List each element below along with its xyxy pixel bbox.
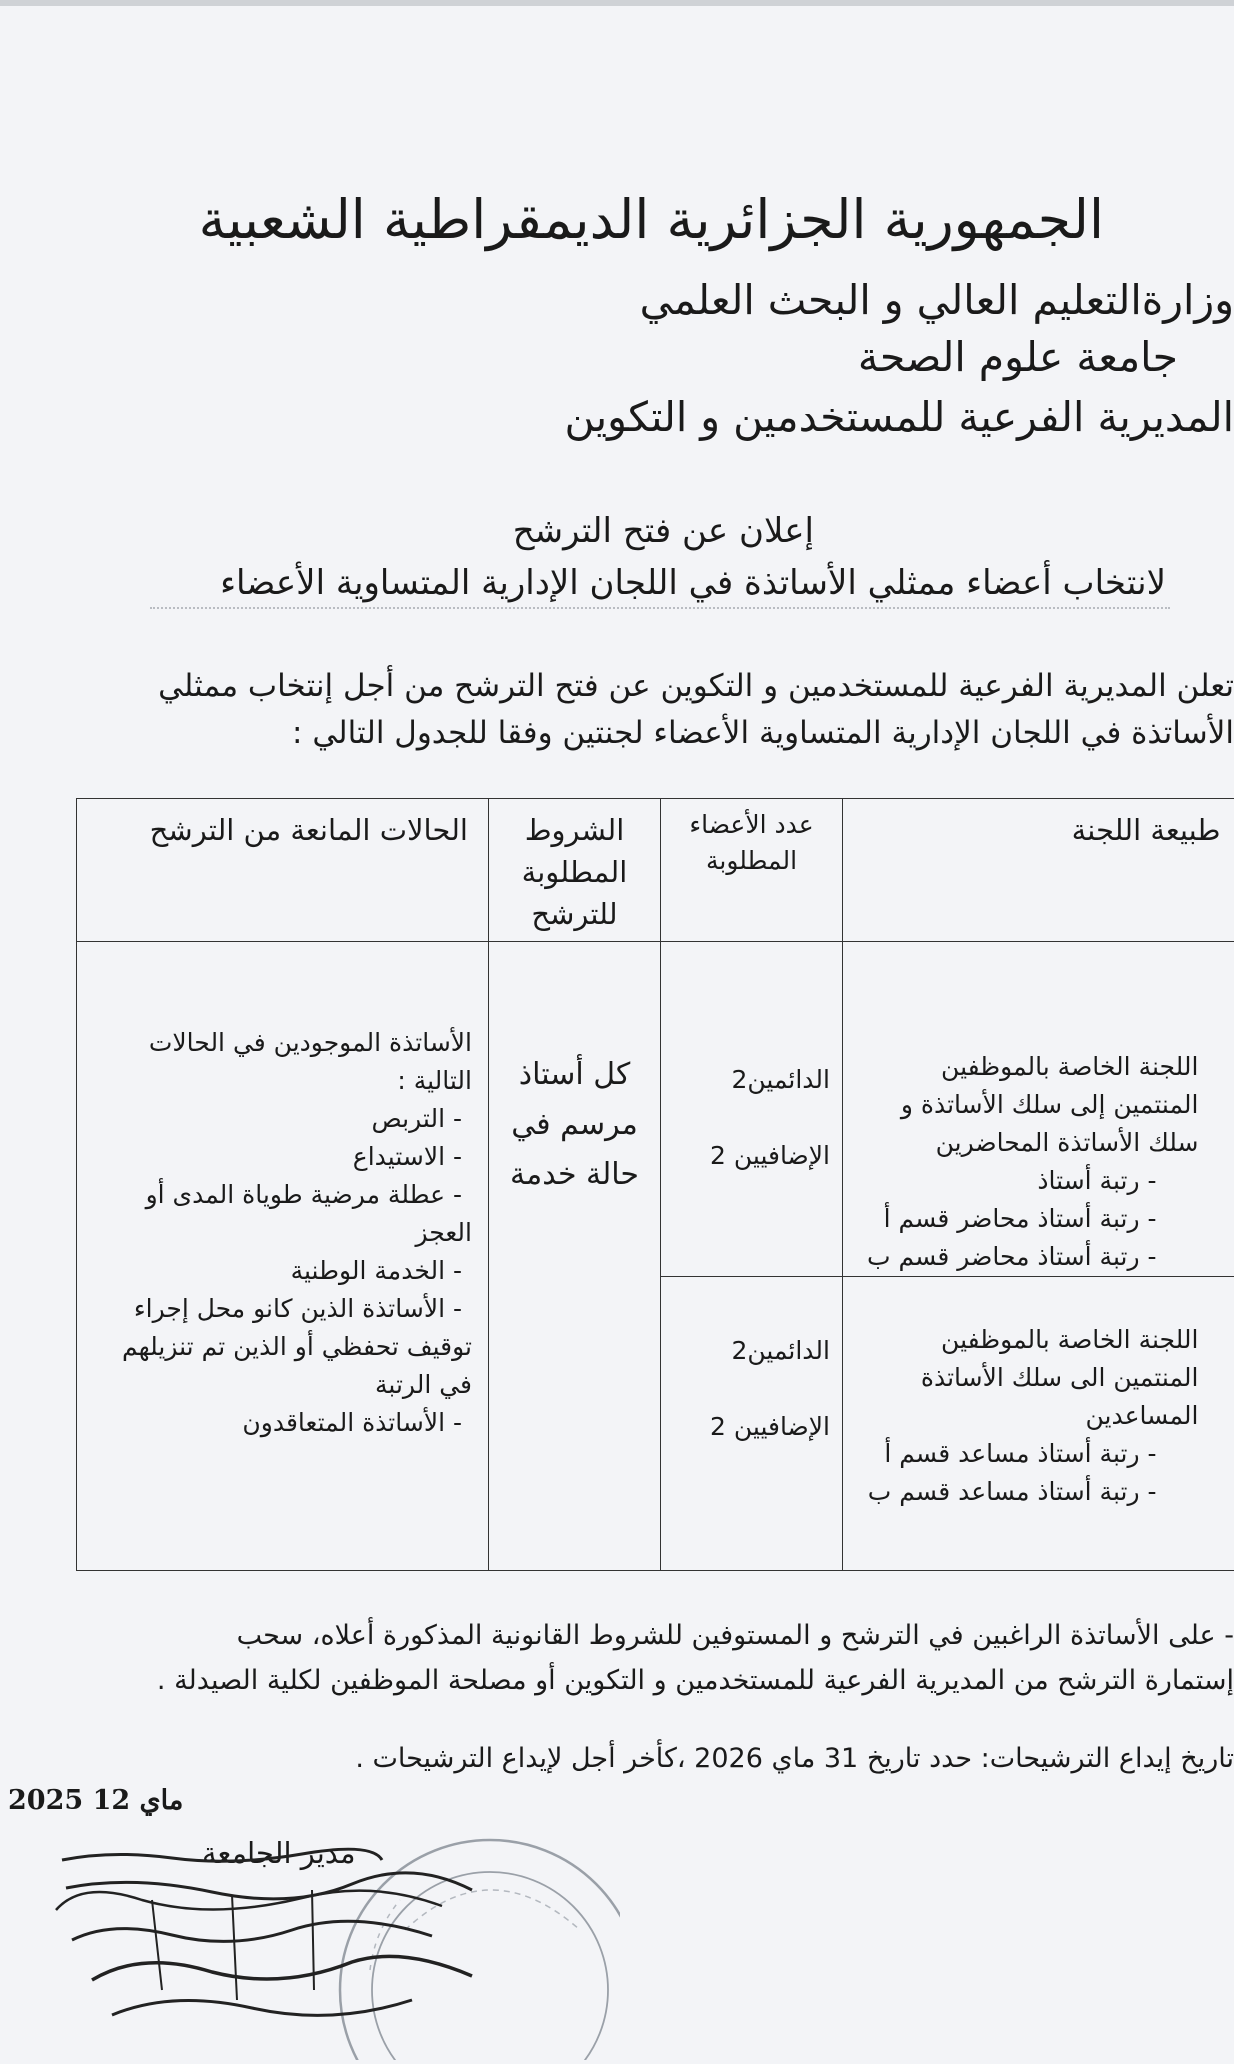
directorate-heading: المديرية الفرعية للمستخدمين و التكوين — [565, 393, 1234, 441]
header-conditions: الشروط المطلوبة للترشح — [489, 799, 660, 939]
footer-note-1: - على الأساتذة الراغبين في الترشح و المستوفين للشروط القانونية المذكورة أعلاه، سحب — [237, 1620, 1234, 1651]
preventing-line: توقيف تحفظي أو الذين تم تنزيلهم — [89, 1328, 472, 1366]
header-preventing-cell — [77, 799, 489, 942]
preventing-item: - الخدمة الوطنية — [89, 1252, 472, 1290]
scan-top-edge — [0, 0, 1234, 6]
committee-2-line: اللجنة الخاصة بالموظفين — [853, 1321, 1199, 1359]
header-nature: طبيعة اللجنة — [843, 799, 1234, 855]
dotted-underline — [150, 607, 1170, 609]
preventing-line: الأساتذة الموجودين في الحالات — [89, 1024, 472, 1062]
nature-cell — [843, 1277, 1234, 1571]
handwritten-date: 2025 ماي 12 — [8, 1785, 183, 1816]
preventing-line: العجز — [89, 1214, 472, 1252]
members-cell — [661, 1277, 843, 1571]
preventing-item: - الأساتذة المتعاقدون — [89, 1404, 472, 1442]
university-heading: جامعة علوم الصحة — [858, 333, 1178, 381]
preventing-line: في الرتبة — [89, 1366, 472, 1404]
committees-table — [76, 798, 1234, 1571]
preventing-cell — [77, 942, 489, 1571]
committee-1-line: اللجنة الخاصة بالموظفين — [853, 1048, 1199, 1086]
committee-1-line: المنتمين إلى سلك الأساتذة و — [853, 1086, 1199, 1124]
committee-1-description — [843, 942, 1234, 1276]
preventing-item: - التربص — [89, 1100, 472, 1138]
additional-members: الإضافيين 2 — [667, 1118, 830, 1194]
committee-1-line: سلك الأساتذة المحاضرين — [853, 1124, 1199, 1162]
signature-icon — [52, 1840, 492, 2048]
conditions-cell — [489, 942, 661, 1571]
announcement-title: إعلان عن فتح الترشح — [513, 511, 814, 551]
header-preventing: الحالات المانعة من الترشح — [77, 799, 488, 855]
condition-line: مرسم في — [497, 1100, 652, 1150]
preventing-item: - الأساتذة الذين كانو محل إجراء — [89, 1290, 472, 1328]
preventing-item: - الاستيداع — [89, 1138, 472, 1176]
committee-2-rank: - رتبة أستاذ مساعد قسم أ — [853, 1435, 1199, 1473]
republic-heading: الجمهورية الجزائرية الديمقراطية الشعبية — [199, 188, 1104, 251]
condition-line: كل أستاذ — [497, 1050, 652, 1100]
committee-2-members — [661, 1277, 842, 1465]
permanent-members: الدائمين2 — [667, 1042, 830, 1118]
committee-1-rank: - رتبة أستاذ محاضر قسم ب — [853, 1238, 1199, 1276]
committee-2-rank: - رتبة أستاذ مساعد قسم ب — [853, 1473, 1199, 1511]
additional-members: الإضافيين 2 — [667, 1389, 830, 1465]
committee-1-members — [661, 942, 842, 1194]
table-header-row — [77, 799, 1234, 942]
members-cell — [661, 942, 843, 1277]
committee-1-rank: - رتبة أستاذ محاضر قسم أ — [853, 1200, 1199, 1238]
permanent-members: الدائمين2 — [667, 1313, 830, 1389]
signatory-title: مدير الجامعة — [202, 1836, 356, 1870]
nature-cell — [843, 942, 1234, 1277]
deadline-note: تاريخ إيداع الترشيحات: حدد تاريخ 31 ماي 2026 ،كأخر أجل لإيداع الترشيحات . — [355, 1743, 1234, 1774]
footer-note-2: إستمارة الترشح من المديرية الفرعية للمستخدمين و التكوين أو مصلحة الموظفين لكلية الصيدلة . — [157, 1665, 1234, 1696]
committee-2-line: المنتمين الى سلك الأساتذة — [853, 1359, 1199, 1397]
preventing-line: التالية : — [89, 1062, 472, 1100]
header-members: عدد الأعضاء المطلوبة — [661, 799, 842, 887]
committee-2-description — [843, 1277, 1234, 1511]
condition-line: حالة خدمة — [497, 1150, 652, 1200]
intro-line-2: الأساتذة في اللجان الإدارية المتساوية الأعضاء لجنتين وفقا للجدول التالي : — [292, 715, 1234, 751]
table-row — [77, 942, 1234, 1277]
committee-2-line: المساعدين — [853, 1397, 1199, 1435]
conditions-text — [489, 942, 660, 1200]
preventing-item: - عطلة مرضية طوياة المدى أو — [89, 1176, 472, 1214]
header-nature-cell — [843, 799, 1234, 942]
intro-line-1: تعلن المديرية الفرعية للمستخدمين و التكوين عن فتح الترشح من أجل إنتخاب ممثلي — [158, 668, 1234, 704]
header-conditions-cell — [489, 799, 661, 942]
handwritten-signature — [52, 1840, 492, 2052]
header-members-cell — [661, 799, 843, 942]
ministry-heading: وزارةالتعليم العالي و البحث العلمي — [640, 276, 1234, 324]
announcement-subtitle: لانتخاب أعضاء ممثلي الأساتذة في اللجان الإدارية المتساوية الأعضاء — [220, 563, 1166, 603]
committee-1-rank: - رتبة أستاذ — [853, 1162, 1199, 1200]
preventing-list — [77, 942, 488, 1442]
